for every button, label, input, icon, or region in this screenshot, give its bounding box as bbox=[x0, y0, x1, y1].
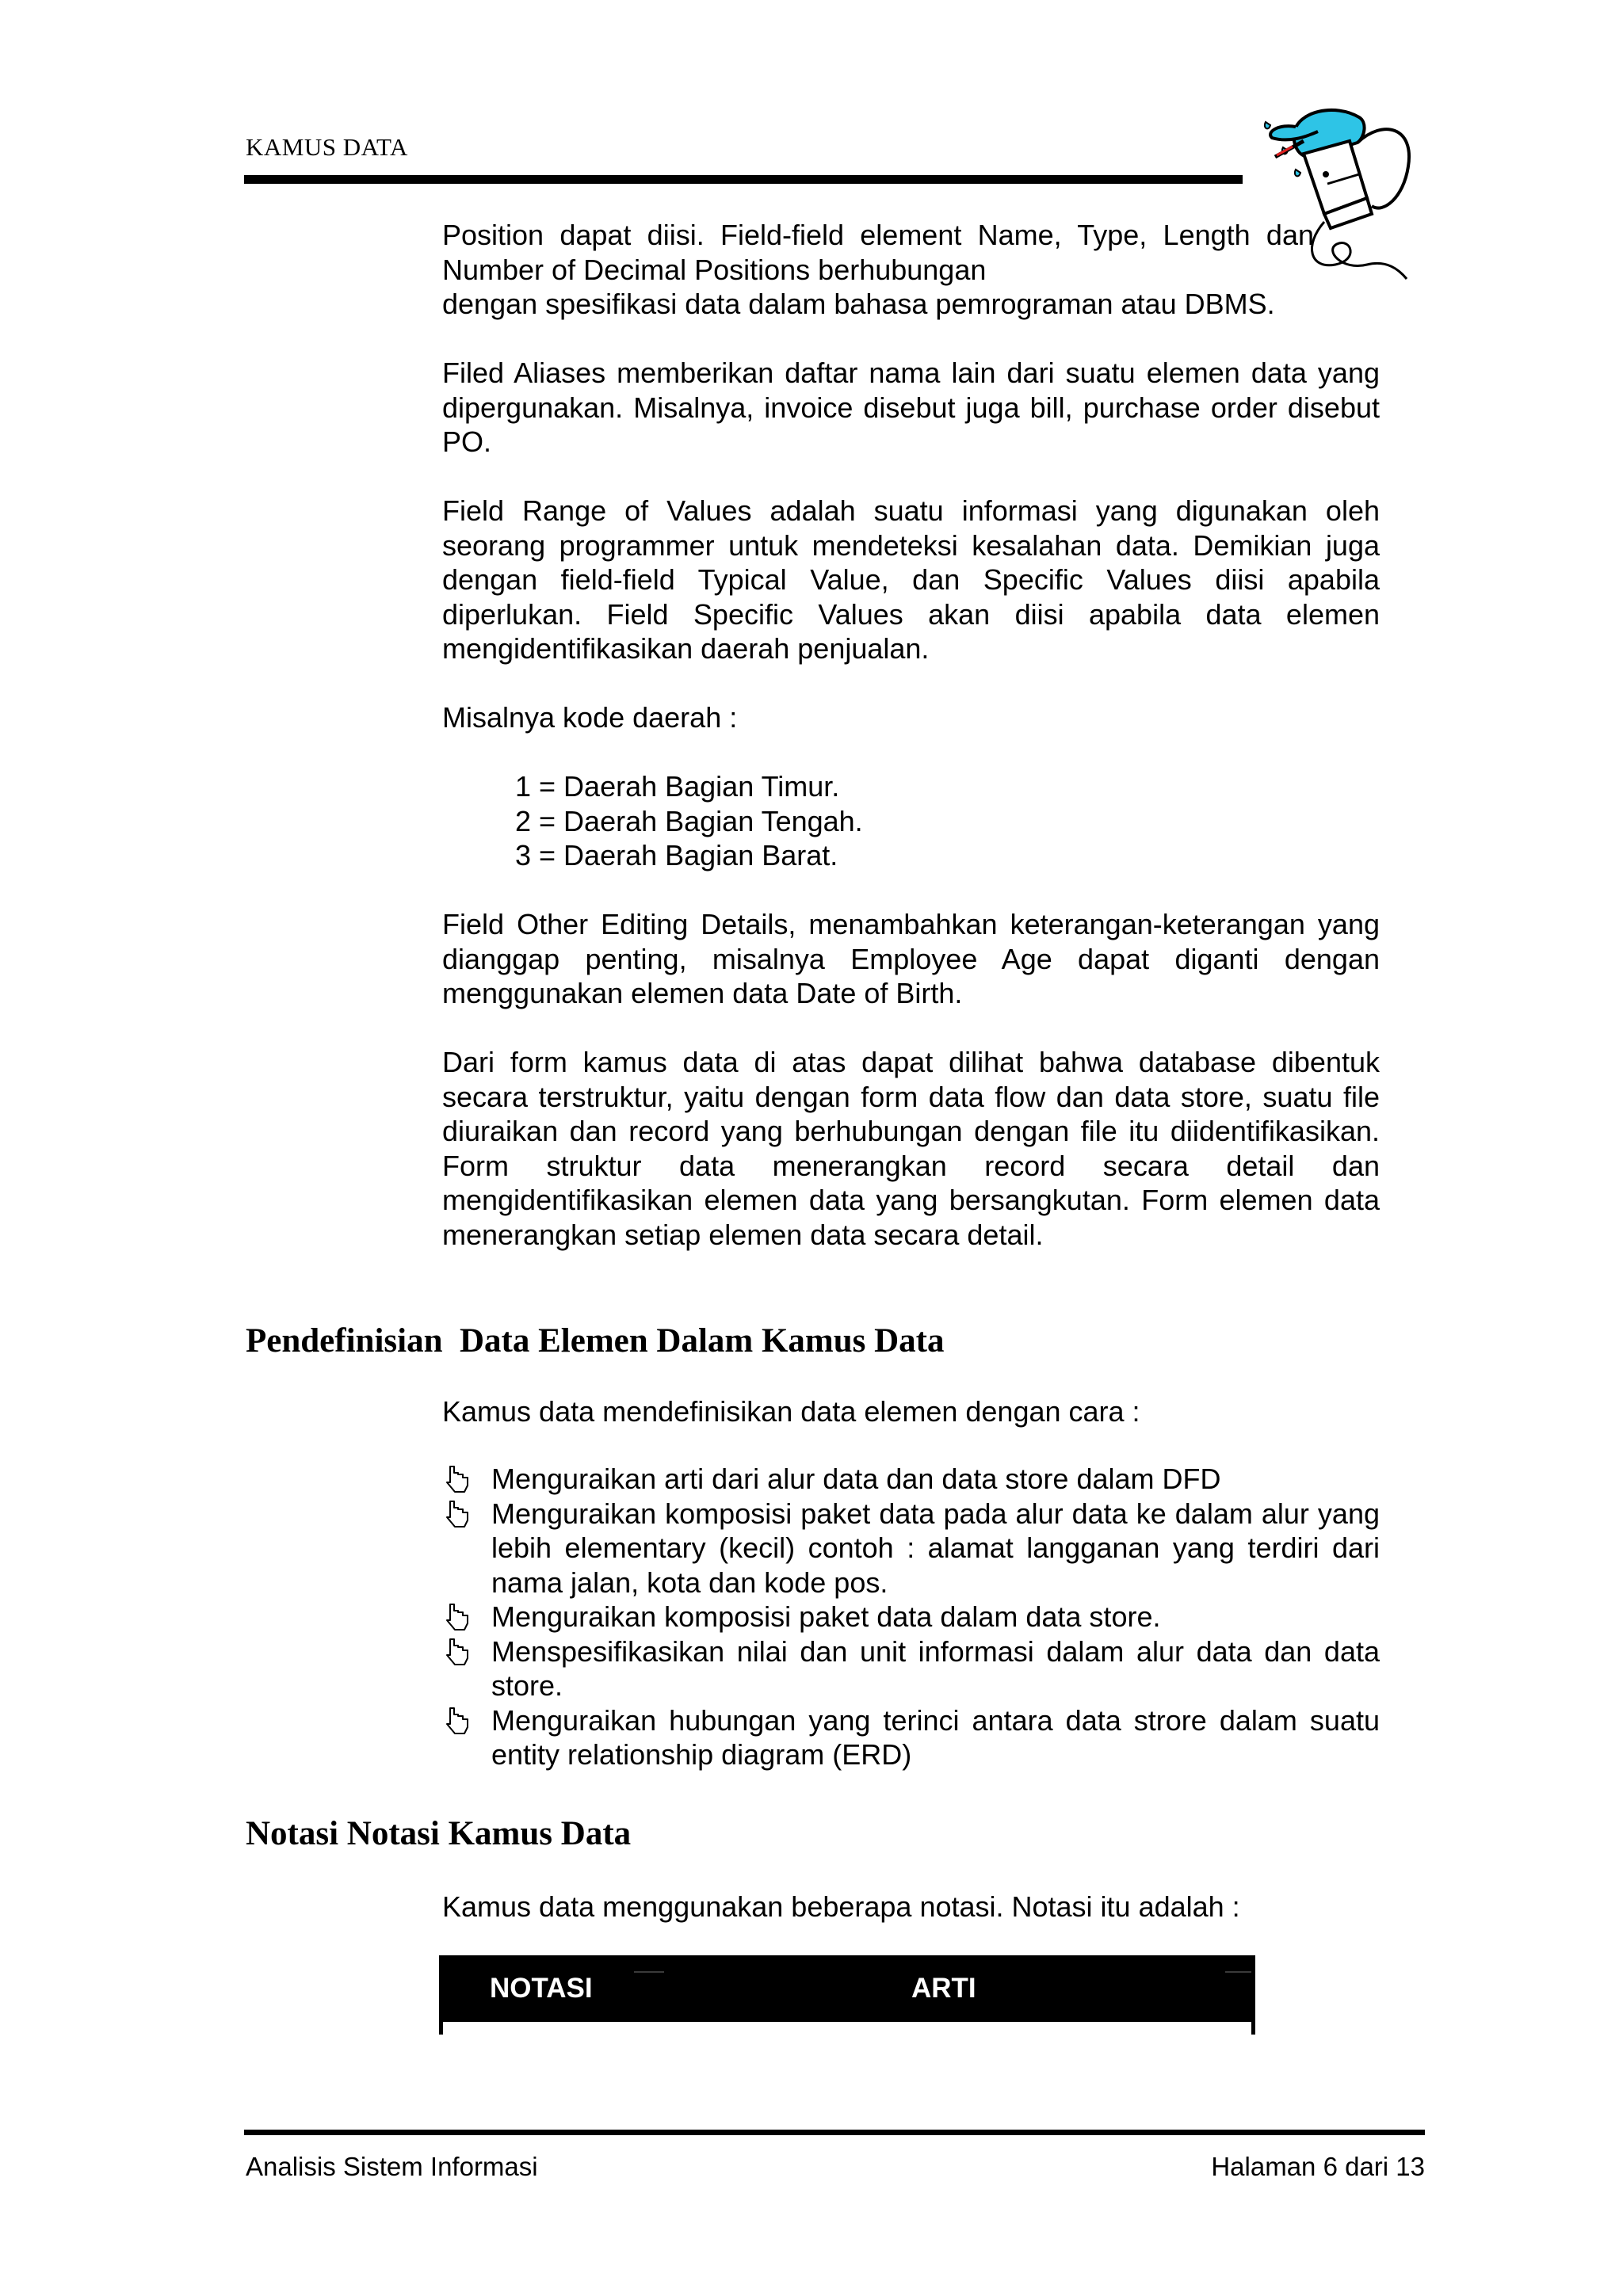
column-header-notasi: NOTASI bbox=[490, 1973, 593, 2004]
bullet-text: Menspesifikasikan nilai dan unit informasi dalam alur data dan data store. bbox=[491, 1634, 1380, 1702]
paragraph-kode-daerah bbox=[442, 700, 1380, 735]
paragraph-text: Kamus data mendefinisikan data elemen dengan cara : bbox=[442, 1395, 1140, 1428]
paragraph-range-values bbox=[442, 494, 1380, 666]
table-header-row bbox=[439, 1955, 1255, 2022]
bullet-list bbox=[442, 1462, 1380, 1772]
bullet-text: Menguraikan hubungan yang terinci antara data strore dalam suatu entity relationship diagram (ERD) bbox=[491, 1703, 1380, 1771]
bullet-text: Menguraikan komposisi paket data pada alur data ke dalam alur yang lebih elementary (kecil) contoh : alamat langganan yang terdiri dari nama jalan, kota dan kode pos. bbox=[491, 1497, 1380, 1599]
paragraph-text: Field Other Editing Details, menambahkan keterangan-keterangan yang dianggap penting, misalnya Employee Age dapat diganti dengan menggunakan elemen data Date of Birth. bbox=[442, 908, 1380, 1009]
paragraph-text: Position dapat diisi. Field-field element Name, Type, Length dan Number of Decimal Positions berhubungan bbox=[442, 219, 1314, 286]
list-item bbox=[442, 1703, 1380, 1772]
section-intro-pendefinisian bbox=[442, 1394, 1380, 1429]
list-item bbox=[442, 1497, 1380, 1600]
hand-pointer-icon bbox=[444, 1703, 472, 1737]
list-item bbox=[442, 1634, 1380, 1703]
paragraph-position bbox=[442, 218, 1314, 322]
section-heading-pendefinisian: Pendefinisian Data Elemen Dalam Kamus Data bbox=[246, 1322, 945, 1360]
list-item bbox=[442, 1462, 1380, 1497]
paragraph-text: Field Range of Values adalah suatu informasi yang digunakan oleh seorang programmer untuk mendeteksi kesalahan data. Demikian juga dengan field-field Typical Value, dan Specific Values diisi apabila diperlukan. Field Specific Values akan diisi apabila data elemen mengidentifikasikan daerah penjualan. bbox=[442, 494, 1380, 665]
table-border-left bbox=[439, 1955, 443, 2035]
paragraph-text: Filed Aliases memberikan daftar nama lain dari suatu elemen data yang dipergunakan. Misalnya, invoice disebut juga bill, purchase order disebut PO. bbox=[442, 357, 1380, 458]
hand-pointer-icon bbox=[444, 1600, 472, 1634]
list-item: 2 = Daerah Bagian Tengah. bbox=[515, 804, 863, 837]
notasi-table bbox=[439, 1955, 1255, 2035]
table-cell-divider bbox=[634, 1971, 664, 1973]
kode-daerah-list bbox=[515, 769, 863, 873]
hand-pointer-icon bbox=[444, 1497, 472, 1531]
column-header-arti: ARTI bbox=[911, 1973, 976, 2004]
header-title: KAMUS DATA bbox=[246, 133, 408, 161]
hand-pointer-icon bbox=[444, 1462, 472, 1496]
section-intro-notasi bbox=[442, 1890, 1380, 1924]
footer-rule bbox=[244, 2130, 1425, 2135]
section-heading-notasi: Notasi Notasi Kamus Data bbox=[246, 1815, 632, 1852]
hand-pointer-icon bbox=[444, 1634, 472, 1669]
paragraph-text-last: dengan spesifikasi data dalam bahasa pemrograman atau DBMS. bbox=[442, 288, 1275, 320]
paragraph-editing-details bbox=[442, 907, 1380, 1011]
list-item: 3 = Daerah Bagian Barat. bbox=[515, 839, 838, 871]
paragraph-form-summary bbox=[442, 1045, 1380, 1252]
list-item bbox=[442, 1600, 1380, 1634]
footer-document-title: Analisis Sistem Informasi bbox=[246, 2152, 538, 2181]
bullet-text: Menguraikan arti dari alur data dan data store dalam DFD bbox=[491, 1463, 1221, 1495]
paragraph-text: Misalnya kode daerah : bbox=[442, 701, 738, 734]
footer-page-number: Halaman 6 dari 13 bbox=[1211, 2152, 1425, 2181]
paragraph-text: Kamus data menggunakan beberapa notasi. Notasi itu adalah : bbox=[442, 1890, 1240, 1923]
list-item: 1 = Daerah Bagian Timur. bbox=[515, 770, 840, 803]
bullet-text: Menguraikan komposisi paket data dalam data store. bbox=[491, 1600, 1161, 1633]
table-border-right bbox=[1251, 1955, 1255, 2035]
paragraph-text: Dari form kamus data di atas dapat dilihat bahwa database dibentuk secara terstruktur, yaitu dengan form data flow dan data store, suatu file diuraikan dan record yang berhubungan dengan file itu diidentifikasikan. Form struktur data menerangkan record secara detail dan mengidentifikasikan elemen data yang bersangkutan. Form elemen data menerangkan setiap elemen data secara detail. bbox=[442, 1046, 1380, 1251]
paragraph-aliases bbox=[442, 356, 1380, 460]
header-rule bbox=[244, 175, 1243, 184]
